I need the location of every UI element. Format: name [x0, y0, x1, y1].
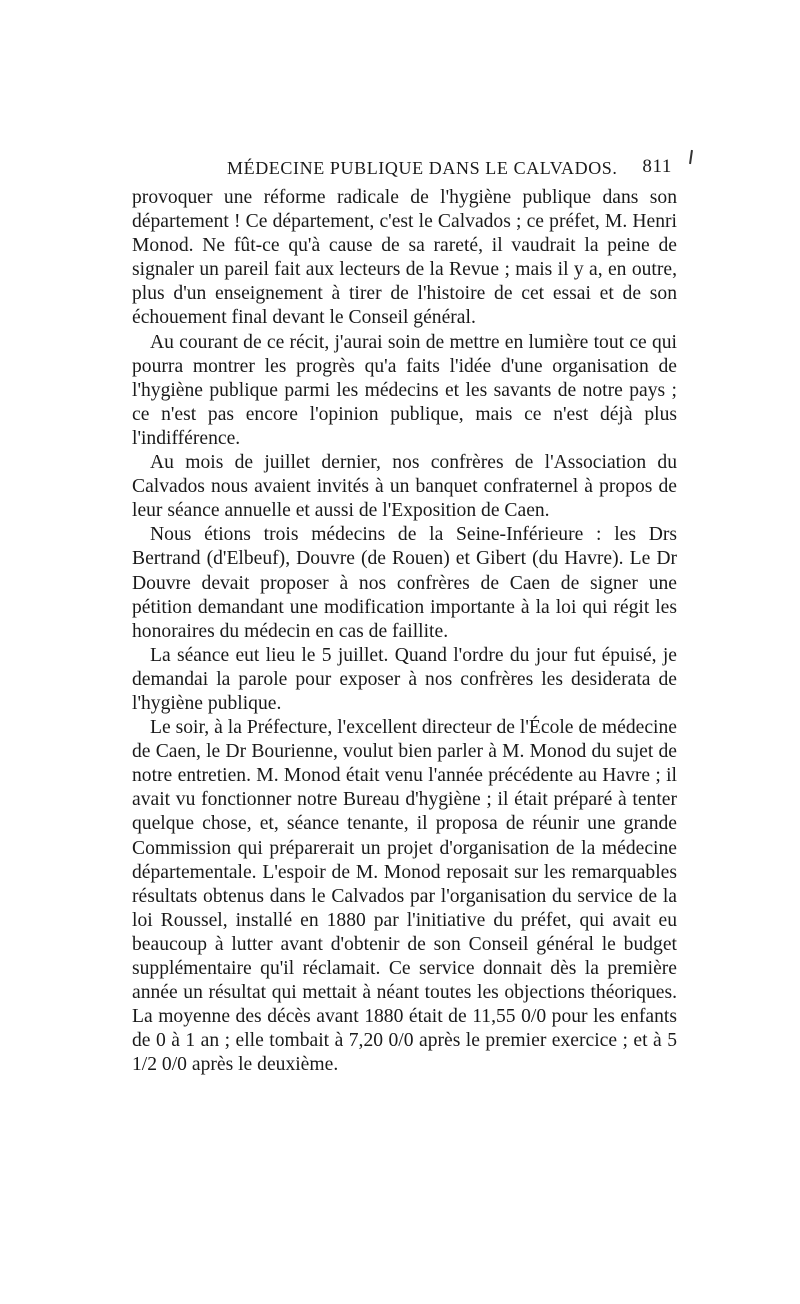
paragraph: La séance eut lieu le 5 juillet. Quand l'ordre du jour fut épuisé, je demandai la parole pour exposer à nos confrères les desiderata de l'hygiène publique.	[132, 644, 677, 714]
body-text	[132, 186, 677, 1077]
running-title: MÉDECINE PUBLIQUE DANS LE CALVADOS.	[227, 158, 618, 178]
margin-mark	[689, 150, 693, 164]
paragraph: Nous étions trois médecins de la Seine-Inférieure : les Drs Bertrand (d'Elbeuf), Douvre (de Rouen) et Gibert (du Havre). Le Dr Douvre devait proposer à nos confrères de Caen de signer une pétition demandant une modification importante à la loi qui régit les honoraires du médecin en cas de faillite.	[132, 524, 677, 642]
paragraph: Le soir, à la Préfecture, l'excellent directeur de l'École de médecine de Caen, le Dr Bourienne, voulut bien parler à M. Monod du sujet de notre entretien. M. Monod était venu l'année précédente au Havre ; il avait vu fonctionner notre Bureau d'hygiène ; il était préparé à tenter quelque chose, et, séance tenante, il proposa de réunir une grande Commission qui préparerait un projet d'organisation de la médecine départementale. L'espoir de M. Monod reposait sur les remarquables résultats obtenus dans le Calvados par l'organisation du service de la loi Roussel, installé en 1880 par l'initiative du préfet, qui avait eu beaucoup à lutter avant d'obtenir de son Conseil général le budget supplémentaire qu'il réclamait. Ce service donnait dès la première année un résultat qui mettait à néant toutes les objections théoriques. La moyenne des décès avant 1880 était de 11,55 0/0 pour les enfants de 0 à 1 an ; elle tombait à 7,20 0/0 après le premier exercice ; et à 5 1/2 0/0 après le deuxième.	[132, 717, 677, 1076]
running-header	[132, 156, 672, 182]
paragraph: Au courant de ce récit, j'aurai soin de mettre en lumière tout ce qui pourra montrer les progrès qu'a faits l'idée d'une organisation de l'hygiène publique parmi les médecins et les savants de notre pays ; ce n'est pas encore l'opinion publique, mais ce n'est déjà plus l'indifférence.	[132, 331, 677, 449]
paragraph: provoquer une réforme radicale de l'hygiène publique dans son département ! Ce département, c'est le Calvados ; ce préfet, M. Henri Monod. Ne fût-ce qu'à cause de sa rareté, il vaudrait la peine de signaler un pareil fait aux lecteurs de la Revue ; mais il y a, en outre, plus d'un enseignement à tirer de l'histoire de cet essai et de son échouement final devant le Conseil général.	[132, 187, 677, 329]
page-number: 811	[642, 156, 672, 177]
paragraph: Au mois de juillet dernier, nos confrères de l'Association du Calvados nous avaient invités à un banquet confraternel à propos de leur séance annuelle et aussi de l'Exposition de Caen.	[132, 452, 677, 522]
